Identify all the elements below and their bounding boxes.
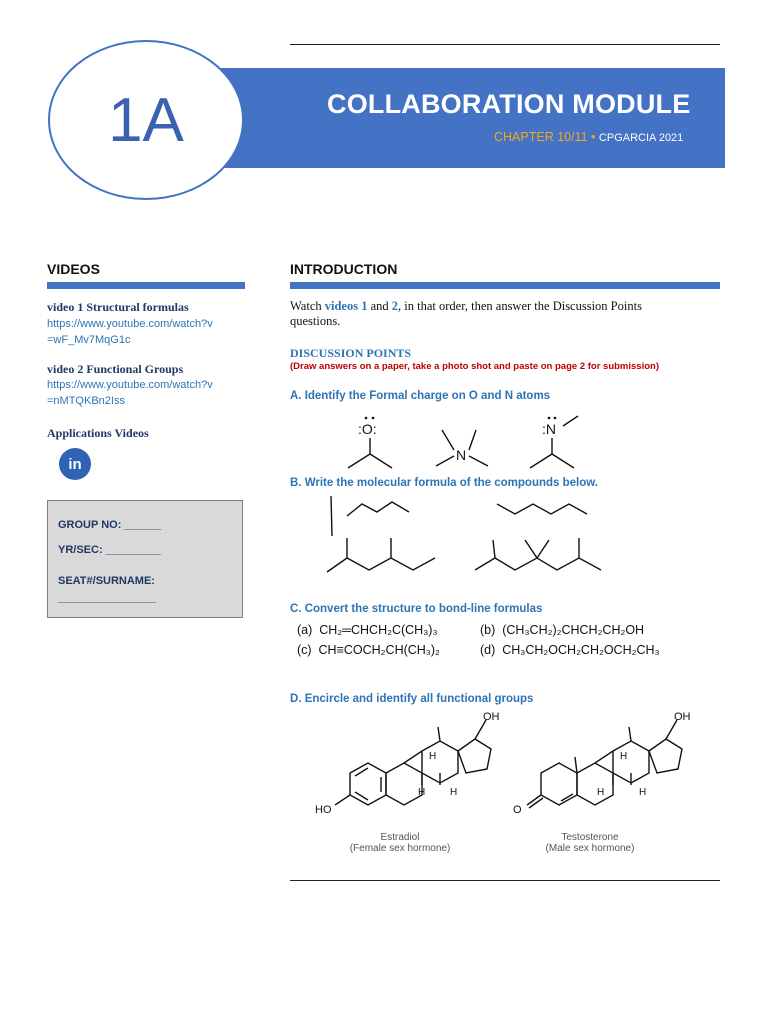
testosterone-desc: (Male sex hormone) [545,843,635,854]
conversion-a-formula: CH₂═CHCH₂C(CH₃)₃ [319,623,438,637]
skeletal-structures [325,494,645,578]
video-1-link-line2[interactable]: =wF_Mv7MqG1c [47,334,131,346]
video-2-link-line2[interactable]: =nMTQKBn2Iss [47,395,125,407]
conversion-d-formula: CH₃CH₂OCH₂CH₂OCH₂CH₃ [502,643,660,657]
video-1-link-line1[interactable]: https://www.youtube.com/watch?v [47,318,213,330]
seat-surname-field[interactable]: ________________ [58,592,156,604]
applications-videos-label: Applications Videos [47,426,149,440]
seat-surname-label: SEAT#/SURNAME: [58,575,155,587]
nitrogen-2-label: :N [542,421,556,437]
video-2-label: video 2 Functional Groups [47,362,184,376]
module-badge-label: 1A [108,85,184,155]
testosterone-h1: H [620,751,628,762]
conversion-b-formula: (CH₃CH₂)₂CHCH₂CH₂OH [502,623,645,637]
testosterone-h3: H [639,787,647,798]
estradiol-h3: H [450,787,458,798]
nitrogen-label: N [456,447,467,463]
testosterone-oh: OH [674,711,691,723]
bottom-rule [290,880,720,881]
testosterone-h2: H [597,787,605,798]
estradiol-h1: H [429,751,437,762]
oxygen-label: :O: [358,421,377,437]
intro-videos-1: videos 1 [324,299,368,313]
video-1-link[interactable] [47,316,213,348]
module-title: COLLABORATION MODULE [327,89,691,119]
intro-and: and [367,299,392,313]
video-2-link-line1[interactable]: https://www.youtube.com/watch?v [47,379,213,391]
author-label: CPGARCIA 2021 [598,132,684,144]
intro-line2: questions. [290,314,341,328]
videos-heading: VIDEOS [47,261,100,277]
intro-rest: , in that order, then answer the Discussion Points [398,299,642,313]
estradiol-ho: HO [315,804,332,816]
testosterone-name: Testosterone [561,832,619,843]
module-subtitle [494,130,683,144]
chapter-label: CHAPTER 10/11 [494,130,588,144]
conversion-b [480,623,644,637]
discussion-note: (Draw answers on a paper, take a photo shot and paste on page 2 for submission) [290,361,659,372]
linkedin-icon-text: in [68,455,82,473]
conversion-c-formula: CH≡COCH₂CH(CH₃)₂ [318,643,440,657]
question-c: C. Convert the structure to bond-line formulas [290,603,543,615]
group-no-field[interactable]: GROUP NO: ______ [58,519,162,531]
videos-heading-bar [47,282,245,289]
intro-watch: Watch [290,299,325,313]
conversion-d-tag: (d) [480,643,496,657]
intro-paragraph [290,299,720,329]
linkedin-icon[interactable] [59,448,91,480]
lone-pair-dots [365,417,557,420]
conversion-c-tag: (c) [297,643,312,657]
yr-sec-field[interactable]: YR/SEC: _________ [58,544,161,556]
video-1-label: video 1 Structural formulas [47,300,189,314]
module-badge [48,40,244,200]
conversion-a [297,623,438,637]
question-d: D. Encircle and identify all functional groups [290,693,534,705]
estradiol-desc: (Female sex hormone) [349,843,451,854]
top-rule [290,44,720,45]
formal-charge-structures [330,408,630,476]
question-b: B. Write the molecular formula of the compounds below. [290,477,598,489]
introduction-heading-bar [290,282,720,289]
intro-videos-2: 2 [391,299,399,313]
question-a: A. Identify the Formal charge on O and N atoms [290,390,551,402]
estradiol-h2: H [418,787,426,798]
bullet-separator: • [591,130,596,144]
discussion-points-title: DISCUSSION POINTS [290,346,412,360]
group-info-box [47,500,243,618]
estradiol-name: Estradiol [380,832,420,843]
estradiol-oh: OH [483,711,500,723]
conversion-b-tag: (b) [480,623,496,637]
testosterone-o: O [513,804,522,816]
testosterone-caption [520,832,660,854]
conversion-a-tag: (a) [297,623,313,637]
video-2-link[interactable] [47,377,213,409]
introduction-heading: INTRODUCTION [290,261,398,277]
estradiol-caption [330,832,470,854]
conversion-c [297,643,440,657]
conversion-d [480,643,660,657]
